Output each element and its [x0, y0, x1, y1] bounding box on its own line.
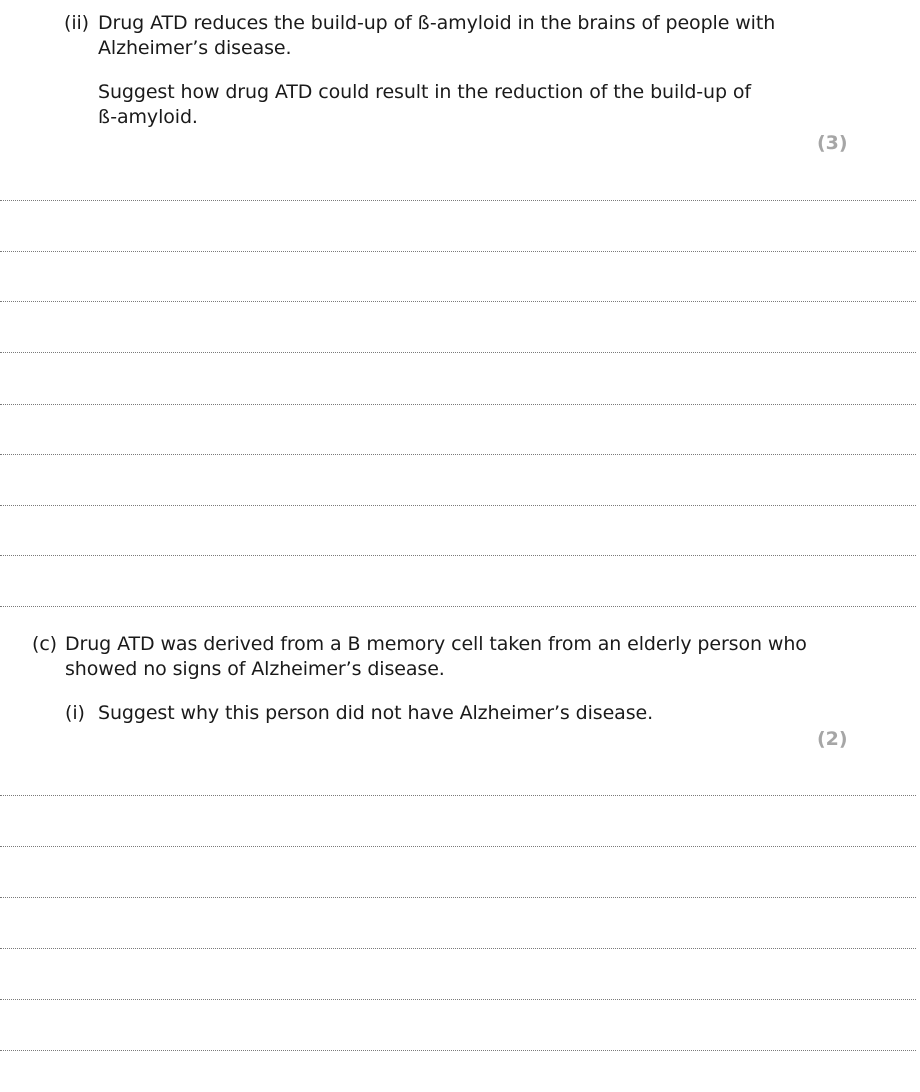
answer-line[interactable]: [0, 454, 916, 455]
answer-line[interactable]: [0, 606, 916, 607]
answer-line[interactable]: [0, 352, 916, 353]
question-c-stem-line-2: showed no signs of Alzheimer’s disease.: [65, 658, 445, 680]
question-b-ii-prompt-line-2: ß-amyloid.: [98, 106, 198, 128]
question-c-i-prompt: Suggest why this person did not have Alzheimer’s disease.: [98, 702, 654, 724]
answer-line[interactable]: [0, 846, 916, 847]
question-b-ii-stem-line-1: Drug ATD reduces the build-up of ß-amyloid in the brains of people with: [98, 12, 776, 34]
answer-line[interactable]: [0, 505, 916, 506]
question-c-number: (c): [32, 633, 57, 655]
question-c-i-number: (i): [65, 702, 85, 724]
question-b-ii-marks: (3): [817, 132, 848, 154]
question-b-ii-stem-line-2: Alzheimer’s disease.: [98, 37, 292, 59]
question-b-ii-number: (ii): [64, 12, 89, 34]
question-b-ii-prompt-line-1: Suggest how drug ATD could result in the reduction of the build-up of: [98, 81, 751, 103]
answer-line[interactable]: [0, 301, 916, 302]
answer-line[interactable]: [0, 897, 916, 898]
answer-line[interactable]: [0, 555, 916, 556]
answer-line[interactable]: [0, 795, 916, 796]
answer-line[interactable]: [0, 404, 916, 405]
answer-line[interactable]: [0, 251, 916, 252]
answer-line[interactable]: [0, 200, 916, 201]
answer-line[interactable]: [0, 1050, 916, 1051]
answer-line[interactable]: [0, 999, 916, 1000]
answer-line[interactable]: [0, 948, 916, 949]
question-c-stem-line-1: Drug ATD was derived from a B memory cell taken from an elderly person who: [65, 633, 807, 655]
question-c-i-marks: (2): [817, 728, 848, 750]
